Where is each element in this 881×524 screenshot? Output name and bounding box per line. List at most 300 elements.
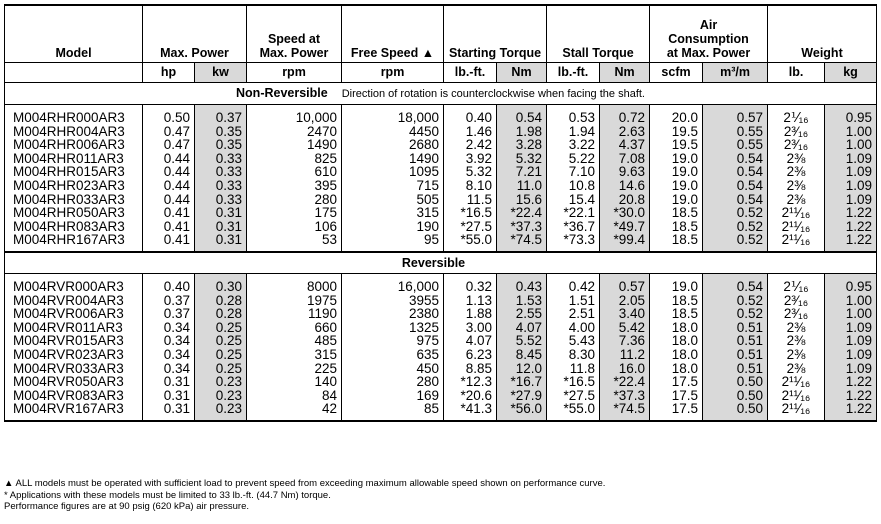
table-row xyxy=(5,193,877,207)
cell-m3m: 0.55 xyxy=(703,125,768,139)
header-weight: Weight xyxy=(768,5,877,63)
table-row xyxy=(5,233,877,247)
cell-stall-nm: 3.40 xyxy=(600,307,650,321)
spacer-cell xyxy=(703,416,768,421)
motor-spec-table xyxy=(4,4,877,422)
cell-hp: 0.31 xyxy=(143,402,195,416)
cell-free-speed-rpm: 95 xyxy=(342,233,444,247)
cell-speed-rpm: 315 xyxy=(247,348,342,362)
header-unit-blank xyxy=(5,63,143,83)
cell-kw: 0.23 xyxy=(195,389,247,403)
footnote-speed: ▲ ALL models must be operated with sufficient load to prevent speed from exceeding maximum allowable speed shown on performance curve. xyxy=(4,478,606,489)
cell-hp: 0.34 xyxy=(143,334,195,348)
cell-stall-lbft: 2.51 xyxy=(547,307,600,321)
unit-lbft-stall: lb.-ft. xyxy=(547,63,600,83)
cell-starting-lbft: 1.46 xyxy=(444,125,497,139)
spacer-cell xyxy=(5,416,143,421)
spacer-cell xyxy=(547,416,600,421)
cell-starting-lbft: 8.85 xyxy=(444,362,497,376)
cell-stall-nm: 0.57 xyxy=(600,280,650,294)
section-header-cell xyxy=(5,252,877,274)
table-row xyxy=(5,111,877,125)
cell-free-speed-rpm: 280 xyxy=(342,375,444,389)
cell-hp: 0.44 xyxy=(143,152,195,166)
cell-m3m: 0.55 xyxy=(703,138,768,152)
cell-scfm: 19.5 xyxy=(650,138,703,152)
cell-weight-lb: 2⅜ xyxy=(768,348,825,362)
table-row xyxy=(5,402,877,416)
cell-starting-lbft: 6.23 xyxy=(444,348,497,362)
cell-stall-lbft: 11.8 xyxy=(547,362,600,376)
cell-stall-nm: *30.0 xyxy=(600,206,650,220)
cell-stall-nm: 14.6 xyxy=(600,179,650,193)
cell-free-speed-rpm: 450 xyxy=(342,362,444,376)
cell-starting-nm: *74.5 xyxy=(497,233,547,247)
cell-weight-lb: 2⅟₁₆ xyxy=(768,280,825,294)
cell-weight-lb: 2³⁄₁₆ xyxy=(768,138,825,152)
cell-stall-lbft: *27.5 xyxy=(547,389,600,403)
cell-speed-rpm: 175 xyxy=(247,206,342,220)
cell-speed-rpm: 395 xyxy=(247,179,342,193)
cell-free-speed-rpm: 1095 xyxy=(342,165,444,179)
cell-hp: 0.37 xyxy=(143,307,195,321)
cell-free-speed-rpm: 1325 xyxy=(342,321,444,335)
cell-weight-lb: 2⅜ xyxy=(768,321,825,335)
cell-free-speed-rpm: 2680 xyxy=(342,138,444,152)
table-row xyxy=(5,206,877,220)
cell-free-speed-rpm: 18,000 xyxy=(342,111,444,125)
cell-scfm: 18.5 xyxy=(650,220,703,234)
cell-speed-rpm: 660 xyxy=(247,321,342,335)
cell-weight-kg: 1.09 xyxy=(825,348,877,362)
table-row xyxy=(5,152,877,166)
header-stall-torque: Stall Torque xyxy=(547,5,650,63)
cell-hp: 0.41 xyxy=(143,233,195,247)
footnote-pressure: Performance figures are at 90 psig (620 kPa) air pressure. xyxy=(4,501,250,512)
unit-nm-starting: Nm xyxy=(497,63,547,83)
cell-stall-lbft: *22.1 xyxy=(547,206,600,220)
cell-model: M004RHR004AR3 xyxy=(5,125,143,139)
cell-hp: 0.47 xyxy=(143,138,195,152)
cell-free-speed-rpm: 975 xyxy=(342,334,444,348)
cell-hp: 0.34 xyxy=(143,348,195,362)
cell-kw: 0.25 xyxy=(195,362,247,376)
cell-weight-lb: 2¹¹⁄₁₆ xyxy=(768,375,825,389)
cell-weight-kg: 1.22 xyxy=(825,233,877,247)
cell-m3m: 0.51 xyxy=(703,348,768,362)
cell-weight-kg: 1.00 xyxy=(825,294,877,308)
cell-stall-lbft: *36.7 xyxy=(547,220,600,234)
cell-scfm: 20.0 xyxy=(650,111,703,125)
cell-weight-lb: 2¹¹⁄₁₆ xyxy=(768,389,825,403)
table-row xyxy=(5,220,877,234)
cell-m3m: 0.54 xyxy=(703,280,768,294)
spacer-cell xyxy=(600,416,650,421)
cell-m3m: 0.52 xyxy=(703,206,768,220)
cell-hp: 0.44 xyxy=(143,179,195,193)
cell-weight-lb: 2³⁄₁₆ xyxy=(768,307,825,321)
cell-scfm: 17.5 xyxy=(650,402,703,416)
cell-free-speed-rpm: 315 xyxy=(342,206,444,220)
cell-starting-lbft: 0.32 xyxy=(444,280,497,294)
cell-stall-nm: 20.8 xyxy=(600,193,650,207)
cell-m3m: 0.52 xyxy=(703,307,768,321)
cell-starting-lbft: 5.32 xyxy=(444,165,497,179)
cell-stall-lbft: 7.10 xyxy=(547,165,600,179)
spacer-cell xyxy=(247,416,342,421)
cell-stall-lbft: 5.43 xyxy=(547,334,600,348)
cell-model: M004RVR015AR3 xyxy=(5,334,143,348)
cell-stall-nm: 5.42 xyxy=(600,321,650,335)
cell-model: M004RHR050AR3 xyxy=(5,206,143,220)
cell-speed-rpm: 8000 xyxy=(247,280,342,294)
header-speed-at-max-power xyxy=(247,5,342,63)
cell-kw: 0.31 xyxy=(195,233,247,247)
cell-scfm: 19.0 xyxy=(650,193,703,207)
cell-stall-nm: 7.08 xyxy=(600,152,650,166)
unit-nm-stall: Nm xyxy=(600,63,650,83)
cell-kw: 0.28 xyxy=(195,307,247,321)
spacer-cell xyxy=(768,416,825,421)
cell-free-speed-rpm: 16,000 xyxy=(342,280,444,294)
cell-weight-lb: 2⅜ xyxy=(768,165,825,179)
cell-starting-nm: *16.7 xyxy=(497,375,547,389)
cell-stall-lbft: 8.30 xyxy=(547,348,600,362)
header-starting-torque: Starting Torque xyxy=(444,5,547,63)
cell-starting-lbft: *55.0 xyxy=(444,233,497,247)
cell-hp: 0.41 xyxy=(143,220,195,234)
cell-starting-nm: 12.0 xyxy=(497,362,547,376)
cell-stall-nm: 9.63 xyxy=(600,165,650,179)
cell-weight-kg: 1.22 xyxy=(825,220,877,234)
cell-stall-lbft: 1.94 xyxy=(547,125,600,139)
cell-weight-kg: 1.22 xyxy=(825,206,877,220)
table-row xyxy=(5,307,877,321)
cell-weight-kg: 1.09 xyxy=(825,334,877,348)
cell-starting-nm: 7.21 xyxy=(497,165,547,179)
cell-weight-lb: 2¹¹⁄₁₆ xyxy=(768,233,825,247)
cell-stall-lbft: 10.8 xyxy=(547,179,600,193)
cell-starting-lbft: 2.42 xyxy=(444,138,497,152)
cell-scfm: 19.0 xyxy=(650,280,703,294)
cell-weight-kg: 0.95 xyxy=(825,280,877,294)
cell-weight-kg: 1.00 xyxy=(825,307,877,321)
cell-weight-lb: 2¹¹⁄₁₆ xyxy=(768,206,825,220)
cell-m3m: 0.54 xyxy=(703,179,768,193)
unit-kw: kw xyxy=(195,63,247,83)
section-note: Direction of rotation is counterclockwise when facing the shaft. xyxy=(341,88,645,100)
cell-m3m: 0.51 xyxy=(703,334,768,348)
table-body xyxy=(5,83,877,421)
table-row xyxy=(5,334,877,348)
cell-kw: 0.25 xyxy=(195,348,247,362)
cell-hp: 0.44 xyxy=(143,193,195,207)
cell-kw: 0.28 xyxy=(195,294,247,308)
cell-model: M004RVR011AR3 xyxy=(5,321,143,335)
cell-stall-nm: *74.5 xyxy=(600,402,650,416)
cell-speed-rpm: 10,000 xyxy=(247,111,342,125)
section-title: Non-Reversible xyxy=(236,86,328,100)
cell-model: M004RVR050AR3 xyxy=(5,375,143,389)
cell-free-speed-rpm: 3955 xyxy=(342,294,444,308)
cell-model: M004RHR167AR3 xyxy=(5,233,143,247)
cell-weight-kg: 1.09 xyxy=(825,152,877,166)
cell-speed-rpm: 225 xyxy=(247,362,342,376)
cell-starting-lbft: *27.5 xyxy=(444,220,497,234)
cell-weight-kg: 1.09 xyxy=(825,165,877,179)
cell-starting-lbft: 0.40 xyxy=(444,111,497,125)
cell-starting-nm: 3.28 xyxy=(497,138,547,152)
cell-weight-lb: 2¹¹⁄₁₆ xyxy=(768,402,825,416)
header-air-line-1: Air xyxy=(699,18,718,32)
cell-weight-lb: 2⅜ xyxy=(768,362,825,376)
cell-weight-lb: 2⅜ xyxy=(768,334,825,348)
cell-stall-lbft: 5.22 xyxy=(547,152,600,166)
cell-scfm: 18.5 xyxy=(650,233,703,247)
cell-speed-rpm: 42 xyxy=(247,402,342,416)
cell-m3m: 0.54 xyxy=(703,165,768,179)
cell-weight-kg: 1.00 xyxy=(825,138,877,152)
cell-starting-nm: 5.32 xyxy=(497,152,547,166)
table-row xyxy=(5,280,877,294)
cell-free-speed-rpm: 85 xyxy=(342,402,444,416)
cell-stall-lbft: 0.42 xyxy=(547,280,600,294)
footnotes xyxy=(4,478,605,513)
unit-lbft-starting: lb.-ft. xyxy=(444,63,497,83)
cell-model: M004RHR000AR3 xyxy=(5,111,143,125)
spacer-cell xyxy=(195,416,247,421)
cell-stall-nm: 11.2 xyxy=(600,348,650,362)
cell-m3m: 0.52 xyxy=(703,233,768,247)
cell-hp: 0.41 xyxy=(143,206,195,220)
cell-starting-lbft: 1.13 xyxy=(444,294,497,308)
cell-starting-nm: *37.3 xyxy=(497,220,547,234)
cell-starting-nm: 1.98 xyxy=(497,125,547,139)
cell-speed-rpm: 2470 xyxy=(247,125,342,139)
cell-kw: 0.37 xyxy=(195,111,247,125)
cell-stall-lbft: 1.51 xyxy=(547,294,600,308)
cell-scfm: 18.5 xyxy=(650,294,703,308)
table-row xyxy=(5,179,877,193)
cell-kw: 0.25 xyxy=(195,321,247,335)
cell-model: M004RVR006AR3 xyxy=(5,307,143,321)
cell-weight-lb: 2¹¹⁄₁₆ xyxy=(768,220,825,234)
table-row xyxy=(5,348,877,362)
cell-stall-lbft: 15.4 xyxy=(547,193,600,207)
cell-starting-nm: 0.43 xyxy=(497,280,547,294)
cell-model: M004RHR083AR3 xyxy=(5,220,143,234)
cell-speed-rpm: 280 xyxy=(247,193,342,207)
cell-m3m: 0.51 xyxy=(703,362,768,376)
cell-free-speed-rpm: 2380 xyxy=(342,307,444,321)
cell-starting-lbft: 1.88 xyxy=(444,307,497,321)
cell-scfm: 19.5 xyxy=(650,125,703,139)
spacer-cell xyxy=(497,416,547,421)
cell-hp: 0.37 xyxy=(143,294,195,308)
cell-m3m: 0.52 xyxy=(703,294,768,308)
cell-model: M004RHR033AR3 xyxy=(5,193,143,207)
table-row xyxy=(5,125,877,139)
cell-speed-rpm: 53 xyxy=(247,233,342,247)
cell-starting-nm: 2.55 xyxy=(497,307,547,321)
cell-weight-kg: 1.22 xyxy=(825,389,877,403)
cell-kw: 0.23 xyxy=(195,402,247,416)
cell-stall-lbft: *16.5 xyxy=(547,375,600,389)
cell-model: M004RHR011AR3 xyxy=(5,152,143,166)
cell-starting-lbft: *41.3 xyxy=(444,402,497,416)
cell-free-speed-rpm: 505 xyxy=(342,193,444,207)
cell-speed-rpm: 1490 xyxy=(247,138,342,152)
cell-scfm: 17.5 xyxy=(650,375,703,389)
cell-scfm: 18.0 xyxy=(650,362,703,376)
header-speed-line-1: Speed at xyxy=(267,32,321,46)
cell-stall-nm: *99.4 xyxy=(600,233,650,247)
header-row-units xyxy=(5,63,877,83)
cell-starting-lbft: 3.00 xyxy=(444,321,497,335)
cell-kw: 0.25 xyxy=(195,334,247,348)
cell-stall-nm: 7.36 xyxy=(600,334,650,348)
cell-starting-lbft: 8.10 xyxy=(444,179,497,193)
cell-starting-nm: *22.4 xyxy=(497,206,547,220)
cell-m3m: 0.50 xyxy=(703,375,768,389)
cell-model: M004RVR033AR3 xyxy=(5,362,143,376)
cell-m3m: 0.50 xyxy=(703,389,768,403)
spacer-cell xyxy=(143,416,195,421)
cell-weight-lb: 2³⁄₁₆ xyxy=(768,125,825,139)
cell-starting-lbft: 4.07 xyxy=(444,334,497,348)
spacer-cell xyxy=(825,416,877,421)
header-speed-line-2: Max. Power xyxy=(259,46,329,60)
footnote-torque-limit: * Applications with these models must be limited to 33 lb.-ft. (44.7 Nm) torque. xyxy=(4,489,331,501)
unit-hp: hp xyxy=(143,63,195,83)
section-header-cell xyxy=(5,83,877,105)
cell-starting-lbft: 3.92 xyxy=(444,152,497,166)
header-air-line-3: at Max. Power xyxy=(666,46,751,60)
cell-speed-rpm: 610 xyxy=(247,165,342,179)
cell-hp: 0.50 xyxy=(143,111,195,125)
cell-m3m: 0.57 xyxy=(703,111,768,125)
cell-speed-rpm: 106 xyxy=(247,220,342,234)
cell-starting-lbft: *20.6 xyxy=(444,389,497,403)
cell-model: M004RHR015AR3 xyxy=(5,165,143,179)
cell-speed-rpm: 84 xyxy=(247,389,342,403)
spec-table-container xyxy=(4,4,876,422)
cell-stall-nm: *49.7 xyxy=(600,220,650,234)
cell-model: M004RVR083AR3 xyxy=(5,389,143,403)
cell-stall-lbft: 4.00 xyxy=(547,321,600,335)
cell-kw: 0.30 xyxy=(195,280,247,294)
cell-free-speed-rpm: 1490 xyxy=(342,152,444,166)
unit-kg: kg xyxy=(825,63,877,83)
table-row xyxy=(5,165,877,179)
cell-stall-nm: 16.0 xyxy=(600,362,650,376)
cell-stall-nm: 2.05 xyxy=(600,294,650,308)
cell-starting-lbft: *12.3 xyxy=(444,375,497,389)
cell-kw: 0.35 xyxy=(195,125,247,139)
table-row xyxy=(5,321,877,335)
spacer-cell xyxy=(444,416,497,421)
cell-kw: 0.33 xyxy=(195,152,247,166)
section-header-row xyxy=(5,83,877,105)
header-air-line-2: Consumption xyxy=(668,32,749,46)
cell-scfm: 19.0 xyxy=(650,152,703,166)
cell-free-speed-rpm: 715 xyxy=(342,179,444,193)
cell-speed-rpm: 140 xyxy=(247,375,342,389)
cell-weight-kg: 0.95 xyxy=(825,111,877,125)
unit-rpm-free: rpm xyxy=(342,63,444,83)
cell-kw: 0.31 xyxy=(195,206,247,220)
cell-hp: 0.31 xyxy=(143,375,195,389)
cell-scfm: 17.5 xyxy=(650,389,703,403)
cell-hp: 0.44 xyxy=(143,165,195,179)
cell-free-speed-rpm: 635 xyxy=(342,348,444,362)
cell-starting-nm: 15.6 xyxy=(497,193,547,207)
cell-model: M004RVR023AR3 xyxy=(5,348,143,362)
cell-weight-kg: 1.09 xyxy=(825,321,877,335)
cell-starting-nm: 11.0 xyxy=(497,179,547,193)
cell-speed-rpm: 825 xyxy=(247,152,342,166)
section-title: Reversible xyxy=(401,255,466,270)
spacer-cell xyxy=(342,416,444,421)
cell-scfm: 18.0 xyxy=(650,348,703,362)
header-model: Model xyxy=(5,5,143,63)
cell-weight-kg: 1.09 xyxy=(825,193,877,207)
cell-weight-kg: 1.09 xyxy=(825,179,877,193)
cell-model: M004RVR004AR3 xyxy=(5,294,143,308)
cell-starting-nm: 1.53 xyxy=(497,294,547,308)
table-row xyxy=(5,389,877,403)
cell-starting-lbft: *16.5 xyxy=(444,206,497,220)
header-air-consumption xyxy=(650,5,768,63)
table-row xyxy=(5,362,877,376)
cell-stall-lbft: 0.53 xyxy=(547,111,600,125)
cell-weight-kg: 1.00 xyxy=(825,125,877,139)
cell-weight-lb: 2⅜ xyxy=(768,152,825,166)
cell-kw: 0.23 xyxy=(195,375,247,389)
cell-m3m: 0.51 xyxy=(703,321,768,335)
cell-starting-nm: 8.45 xyxy=(497,348,547,362)
cell-hp: 0.34 xyxy=(143,321,195,335)
cell-starting-nm: 5.52 xyxy=(497,334,547,348)
cell-m3m: 0.54 xyxy=(703,193,768,207)
cell-hp: 0.34 xyxy=(143,362,195,376)
cell-kw: 0.31 xyxy=(195,220,247,234)
unit-lb: lb. xyxy=(768,63,825,83)
cell-starting-nm: 0.54 xyxy=(497,111,547,125)
cell-starting-nm: *27.9 xyxy=(497,389,547,403)
cell-starting-nm: *56.0 xyxy=(497,402,547,416)
cell-scfm: 19.0 xyxy=(650,179,703,193)
cell-speed-rpm: 1975 xyxy=(247,294,342,308)
cell-m3m: 0.52 xyxy=(703,220,768,234)
cell-model: M004RHR006AR3 xyxy=(5,138,143,152)
cell-speed-rpm: 1190 xyxy=(247,307,342,321)
cell-stall-nm: 4.37 xyxy=(600,138,650,152)
header-row-labels xyxy=(5,5,877,63)
section-end-row xyxy=(5,416,877,421)
cell-stall-nm: *37.3 xyxy=(600,389,650,403)
table-row xyxy=(5,294,877,308)
cell-starting-nm: 4.07 xyxy=(497,321,547,335)
cell-kw: 0.33 xyxy=(195,193,247,207)
cell-scfm: 18.0 xyxy=(650,334,703,348)
section-header-row xyxy=(5,252,877,274)
header-free-speed: Free Speed ▲ xyxy=(342,5,444,63)
cell-scfm: 18.5 xyxy=(650,307,703,321)
cell-scfm: 18.0 xyxy=(650,321,703,335)
cell-stall-lbft: 3.22 xyxy=(547,138,600,152)
table-row xyxy=(5,138,877,152)
